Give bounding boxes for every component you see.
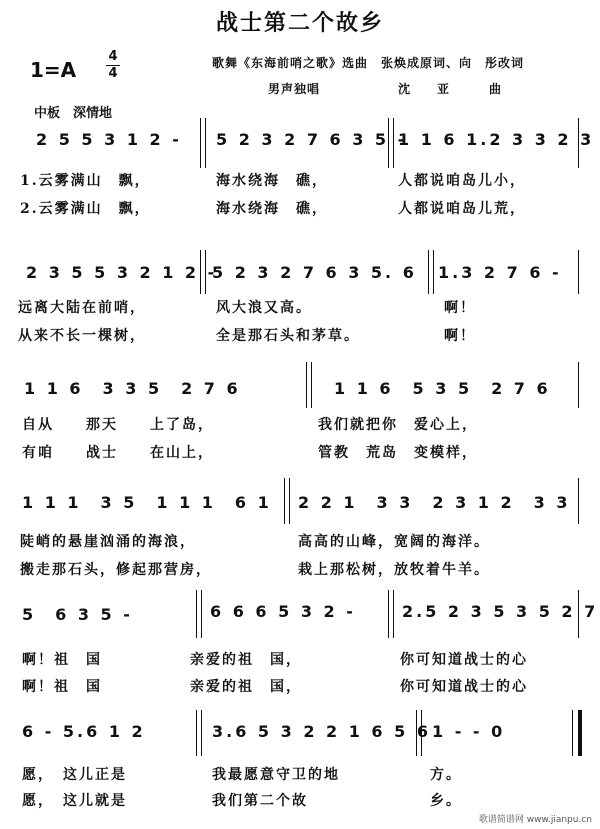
lyric-line: 愿， 这儿就是 <box>22 793 127 809</box>
lyric-line: 愿， 这儿正是 <box>22 767 127 783</box>
bar-line <box>388 590 389 638</box>
lyric-line: 人都说咱岛儿小， <box>398 173 526 189</box>
lyric-line: 陡峭的悬崖汹涌的海浪， <box>20 534 196 550</box>
measure-notes: 2 3 5 5 3 2 1 2 - <box>26 263 218 282</box>
measure-notes: 1 1 6 3 3 5 2 7 6 <box>24 379 241 398</box>
measure-notes: 2 2 1 3 3 2 3 1 2 3 3 <box>298 493 571 512</box>
bar-line <box>393 590 394 638</box>
measure-notes: 2 5 5 3 1 2 - <box>36 130 182 149</box>
lyric-line: 我们就把你 爱心上， <box>318 417 478 433</box>
lyric-line: 啊！ <box>444 328 476 344</box>
lyric-line: 啊！ <box>444 300 476 316</box>
lyric-line: 海水绕海 礁， <box>216 201 328 217</box>
bar-line <box>311 362 312 408</box>
lyric-line: 啊！祖 国 <box>22 652 102 668</box>
watermark-footer: 歌谱简谱网 www.jianpu.cn <box>478 815 592 825</box>
key-signature: 1=A <box>30 58 77 82</box>
lyric-line: 海水绕海 礁， <box>216 173 328 189</box>
bar-line <box>196 590 197 638</box>
credit-line-2: 男声独唱 沈 亚 曲 <box>268 82 503 96</box>
lyric-line: 高高的山峰，宽阔的海洋。 <box>298 534 490 550</box>
lyric-line: 远离大陆在前哨， <box>18 300 146 316</box>
bar-line <box>416 710 417 756</box>
measure-notes: 3.6 5 3 2 2 1 6 5 6 <box>212 722 431 741</box>
tempo-marking: 中板 深情地 <box>34 106 113 121</box>
lyric-line: 你可知道战士的心 <box>400 679 528 695</box>
lyric-line: 我最愿意守卫的地 <box>212 767 340 783</box>
song-title: 战士第二个故乡 <box>215 10 384 36</box>
lyric-line: 方。 <box>430 767 462 783</box>
measure-notes: 1 - - 0 <box>432 722 506 741</box>
lyric-line: 风大浪又高。 <box>216 300 312 316</box>
measure-notes: 5 2 3 2 7 6 3 5 - <box>216 130 408 149</box>
bar-line <box>201 590 202 638</box>
lyric-line: 我们第二个故 <box>212 793 308 809</box>
bar-line <box>289 478 290 524</box>
lyric-line: 你可知道战士的心 <box>400 652 528 668</box>
lyric-line: 有咱 战士 在山上， <box>22 445 214 461</box>
lyric-line: 搬走那石头，修起那营房， <box>20 562 212 578</box>
bar-line <box>205 250 206 294</box>
bar-line <box>200 250 201 294</box>
bar-line <box>393 118 394 168</box>
measure-notes: 1.3 2 7 6 - <box>438 263 562 282</box>
bar-line <box>201 710 202 756</box>
bar-line <box>284 478 285 524</box>
meter-top: 4 <box>108 49 118 64</box>
measure-notes: 5 2 3 2 7 6 3 5. 6 <box>212 263 417 282</box>
lyric-line: 全是那石头和茅草。 <box>216 328 360 344</box>
bar-line <box>200 118 201 168</box>
lyric-line: 栽上那松树，放牧着牛羊。 <box>298 562 490 578</box>
bar-line <box>196 710 197 756</box>
bar-line <box>421 710 422 756</box>
lyric-line: 亲爱的祖 国， <box>190 652 302 668</box>
bar-line <box>578 118 579 168</box>
measure-notes: 6 - 5.6 1 2 <box>22 722 146 741</box>
lyric-line: 自从 那天 上了岛， <box>22 417 214 433</box>
lyric-line: 亲爱的祖 国， <box>190 679 302 695</box>
bar-line <box>428 250 429 294</box>
final-bar-thin <box>572 710 573 756</box>
bar-line <box>205 118 206 168</box>
time-signature <box>104 50 122 81</box>
bar-line <box>306 362 307 408</box>
bar-line <box>578 362 579 408</box>
lyric-line: 1.云雾满山 飘， <box>20 173 151 189</box>
meter-bottom: 4 <box>108 66 118 81</box>
lyric-line: 人都说咱岛儿荒， <box>398 201 526 217</box>
measure-notes: 1 1 6 1.2 3 3 2 3 <box>398 130 595 149</box>
credit-line-1: 歌舞《东海前哨之歌》选曲 张焕成原词、向 彤改词 <box>212 56 525 70</box>
lyric-line: 2.云雾满山 飘， <box>20 201 151 217</box>
bar-line <box>578 250 579 294</box>
lyric-line: 管教 荒岛 变模样， <box>318 445 478 461</box>
measure-notes: 6 6 6 5 3 2 - <box>210 602 356 621</box>
lyric-line: 乡。 <box>430 793 462 809</box>
measure-notes: 2.5 2 3 5 3 5 2 7 <box>402 602 599 621</box>
measure-notes: 5 6 3 5 - <box>22 605 133 624</box>
final-bar-thick <box>578 710 582 756</box>
lyric-line: 啊！祖 国 <box>22 679 102 695</box>
bar-line <box>578 478 579 524</box>
lyric-line: 从来不长一棵树， <box>18 328 146 344</box>
bar-line <box>388 118 389 168</box>
bar-line <box>433 250 434 294</box>
bar-line <box>578 590 579 638</box>
measure-notes: 1 1 6 5 3 5 2 7 6 <box>334 379 551 398</box>
measure-notes: 1 1 1 3 5 1 1 1 6 1 <box>22 493 272 512</box>
